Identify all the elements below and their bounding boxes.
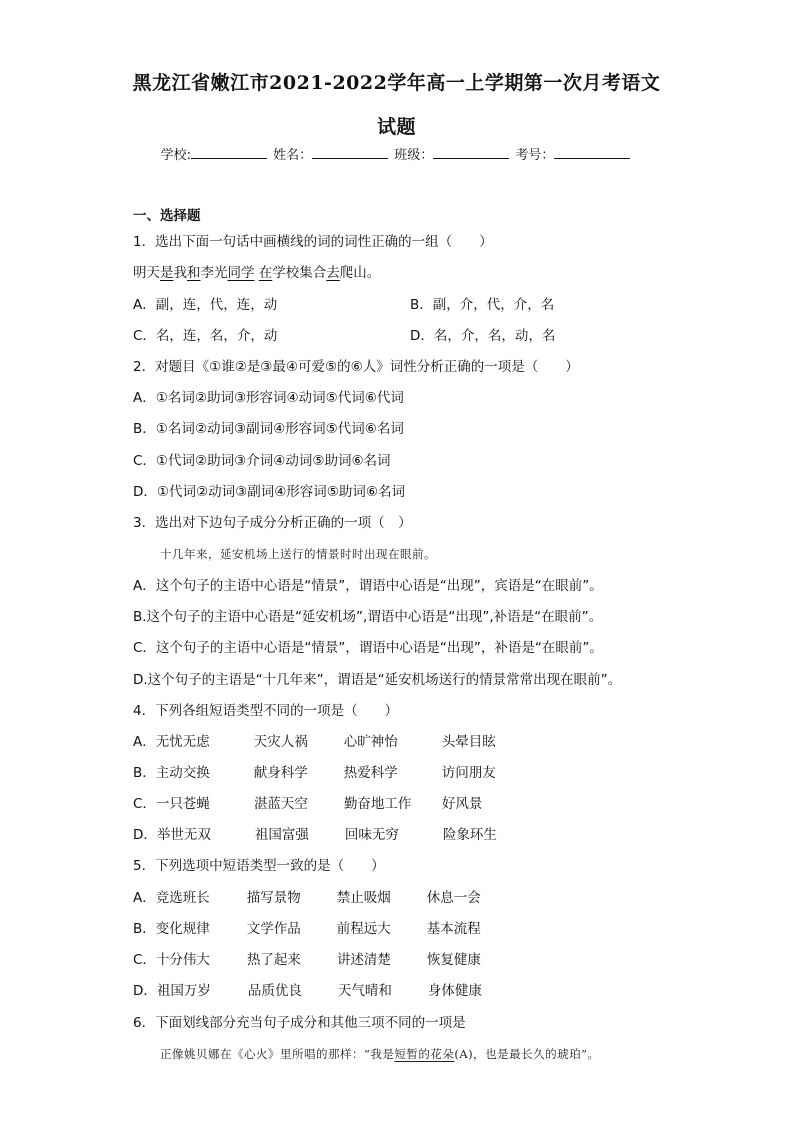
q4-stem: 4．下列各组短语类型不同的一项是（ ） [133, 703, 399, 719]
name-blank[interactable] [312, 145, 388, 159]
q3-option-d[interactable]: D.这个句子的主语是“十几年来”，谓语是“延安机场送行的情景常常出现在眼前”。 [133, 672, 622, 688]
option-label: C． [133, 952, 156, 968]
phrase: 举世无双 [156, 827, 211, 843]
phrase: 热爱科学 [343, 765, 398, 781]
q1-option-a[interactable]: A．副，连，代，连，动 [133, 297, 278, 313]
phrase: 基本流程 [426, 921, 481, 937]
phrase: 品质优良 [247, 983, 302, 999]
phrase: 热了起来 [246, 952, 301, 968]
q4-option-d[interactable] [133, 826, 497, 844]
phrase: 好风景 [441, 796, 483, 812]
q1-underlined-word: 是 [160, 265, 174, 281]
q5-option-c[interactable] [133, 951, 481, 969]
q1-word: 爬山。 [339, 265, 381, 281]
q1-stem: 1．选出下面一句话中画横线的词的词性正确的一组（ ） [133, 234, 493, 250]
exam-no-blank[interactable] [554, 145, 630, 159]
phrase: 头晕目眩 [441, 734, 496, 750]
q1-underlined-word: 在 [258, 265, 273, 281]
q1-word: 学校集合 [272, 265, 327, 281]
q2-stem: 2．对题目《①谁②是③最④可爱⑤的⑥人》词性分析正确的一项是（ ） [133, 359, 579, 375]
phrase: 险象环生 [442, 827, 497, 843]
student-info-row [0, 144, 793, 163]
phrase: 访问朋友 [441, 765, 496, 781]
option-label: B． [133, 765, 156, 781]
option-label: A． [133, 890, 156, 906]
exam-no-label: 考号： [515, 148, 555, 163]
option-label: B． [133, 921, 156, 937]
phrase: 前程远大 [336, 921, 391, 937]
q2-option-c[interactable]: C．①代词②助词③介词④动词⑤助词⑥名词 [133, 453, 391, 469]
q5-stem: 5．下列选项中短语类型一致的是（ ） [133, 858, 385, 874]
q1-word: 李光 [200, 265, 228, 281]
option-label: D． [133, 827, 157, 843]
q3-option-a[interactable]: A．这个句子的主语中心语是“情景”，谓语中心语是“出现”，宾语是“在眼前”。 [133, 578, 603, 594]
name-label: 姓名： [273, 148, 313, 163]
phrase: 竞选班长 [155, 890, 210, 906]
phrase: 湛蓝天空 [253, 796, 308, 812]
class-blank[interactable] [433, 145, 509, 159]
phrase: 休息一会 [426, 890, 481, 906]
option-label: D． [133, 983, 157, 999]
q6-stem: 6．下面划线部分充当句子成分和其他三项不同的一项是 [133, 1015, 466, 1031]
q1-sentence [133, 264, 380, 282]
phrase: 天气晴和 [337, 983, 392, 999]
q4-option-a[interactable] [133, 733, 496, 751]
exam-title-line1: 黑龙江省嫩江市2021-2022学年高一上学期第一次月考语文 [132, 72, 661, 94]
q6-quote-underlined: 短暂的花朵 [394, 1047, 455, 1061]
phrase: 恢复健康 [426, 952, 481, 968]
phrase: 祖国富强 [254, 827, 309, 843]
phrase: 禁止吸烟 [336, 890, 391, 906]
phrase: 描写景物 [246, 890, 301, 906]
q6-quote-pre: 正像姚贝娜在《心火》里所唱的那样：“我是 [160, 1047, 395, 1061]
q1-underlined-word: 和 [187, 265, 201, 281]
q6-quote-post: (A)，也是最长久的琥珀”。 [454, 1047, 600, 1061]
phrase: 身体健康 [427, 983, 482, 999]
q6-quote [160, 1046, 600, 1062]
q1-underlined-word: 去 [326, 265, 340, 281]
q1-word: 我 [173, 265, 187, 281]
q3-stem: 3．选出对下边句子成分分析正确的一项（ ） [133, 515, 412, 531]
q5-option-d[interactable] [133, 982, 482, 1000]
phrase: 心旷神怡 [343, 734, 398, 750]
school-label: 学校: [160, 148, 191, 163]
q2-option-d[interactable]: D．①代词②动词③副词④形容词⑤助词⑥名词 [133, 484, 406, 500]
phrase: 祖国万岁 [156, 983, 211, 999]
q4-option-b[interactable] [133, 764, 496, 782]
q3-option-b[interactable]: B.这个句子的主语中心语是“延安机场”,谓语中心语是“出现”,补语是“在眼前”。 [133, 609, 603, 625]
q3-option-c[interactable]: C．这个句子的主语中心语是“情景”，谓语中心语是“出现”，补语是“在眼前”。 [133, 640, 603, 656]
phrase: 主动交换 [155, 765, 210, 781]
q2-option-a[interactable]: A．①名词②助词③形容词④动词⑤代词⑥代词 [133, 390, 404, 406]
option-label: A． [133, 734, 156, 750]
q2-option-b[interactable]: B．①名词②动词③副词④形容词⑤代词⑥名词 [133, 421, 404, 437]
phrase: 无忧无虑 [155, 734, 210, 750]
exam-title-line2: 试题 [376, 116, 416, 138]
q1-word: 明天 [133, 265, 160, 281]
q1-option-c[interactable]: C．名，连，名，介，动 [133, 328, 278, 344]
phrase: 天灾人祸 [253, 734, 308, 750]
section-heading: 一、选择题 [133, 208, 201, 224]
phrase: 讲述清楚 [336, 952, 391, 968]
q5-option-a[interactable] [133, 889, 481, 907]
phrase: 一只苍蝇 [155, 796, 210, 812]
option-label: C． [133, 796, 156, 812]
phrase: 勤奋地工作 [343, 796, 412, 812]
class-label: 班级： [394, 148, 434, 163]
phrase: 变化规律 [155, 921, 210, 937]
q4-option-c[interactable] [133, 795, 482, 813]
phrase: 献身科学 [253, 765, 308, 781]
q5-option-b[interactable] [133, 920, 481, 938]
phrase: 回味无穷 [344, 827, 399, 843]
q1-option-b[interactable]: B．副，介，代，介，名 [410, 297, 555, 313]
q1-underlined-word: 同学 [227, 265, 255, 281]
phrase: 十分伟大 [155, 952, 210, 968]
q1-option-d[interactable]: D．名，介，名，动，名 [410, 328, 556, 344]
school-blank[interactable] [191, 145, 267, 159]
q3-quote: 十几年来，延安机场上送行的情景时时出现在眼前。 [160, 547, 436, 561]
phrase: 文学作品 [246, 921, 301, 937]
